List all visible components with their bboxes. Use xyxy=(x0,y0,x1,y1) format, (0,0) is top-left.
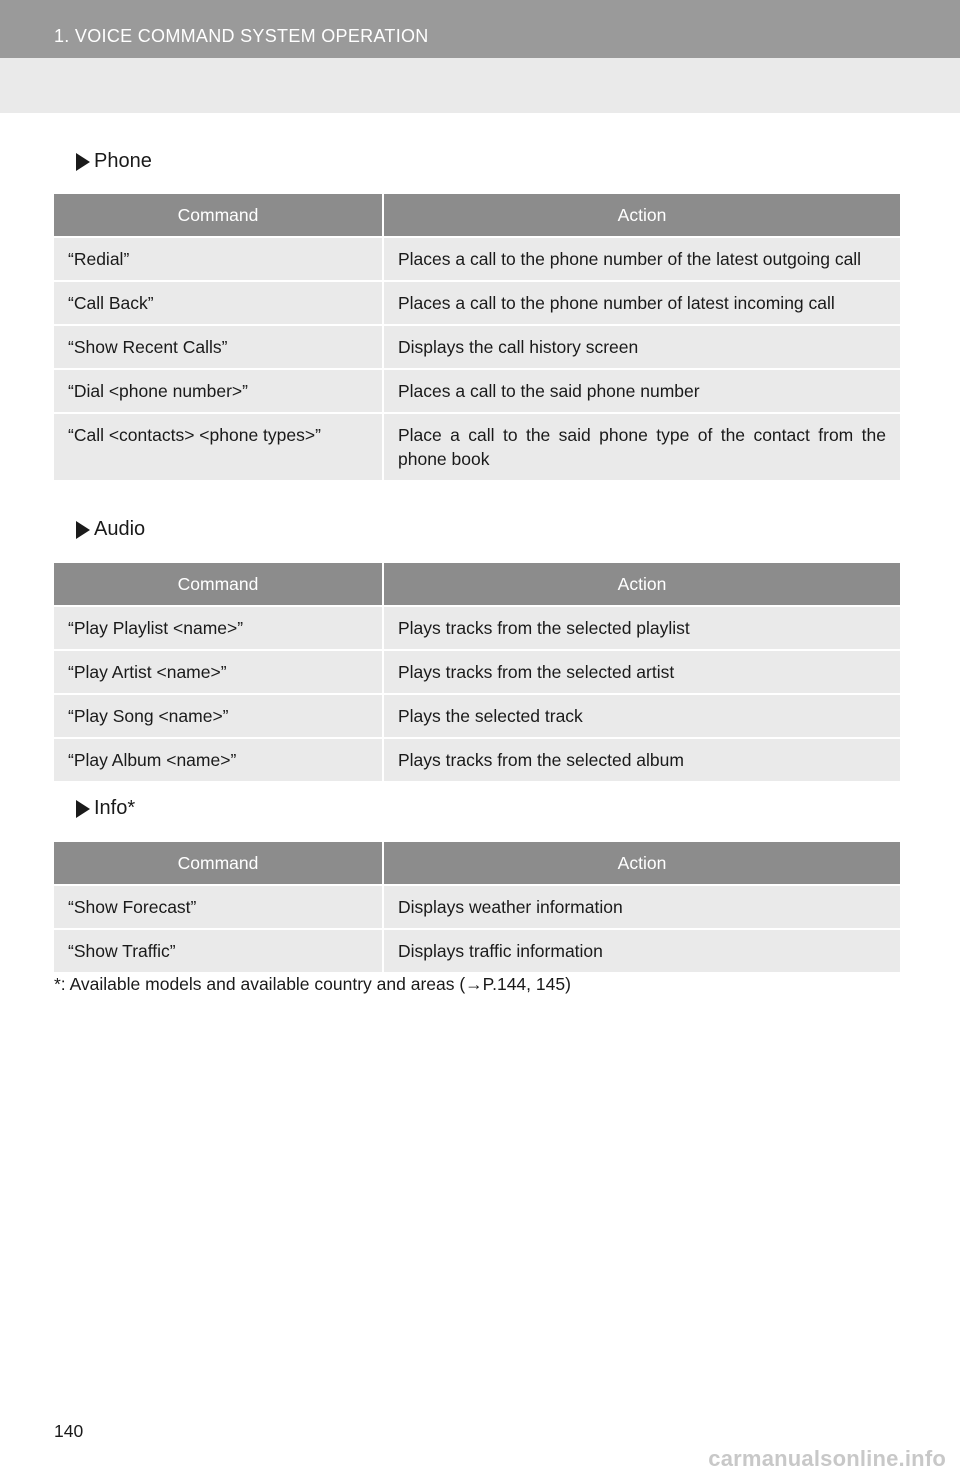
section-heading-label: Phone xyxy=(94,150,152,172)
table-row xyxy=(54,885,900,929)
column-header-action: Action xyxy=(383,563,900,606)
action-cell: Places a call to the phone number of the latest outgoing call xyxy=(383,237,900,281)
column-header-command: Command xyxy=(54,842,383,885)
triangle-bullet-icon xyxy=(76,153,90,171)
command-cell: “Redial” xyxy=(54,237,383,281)
section-heading-audio xyxy=(76,518,145,541)
action-cell: Plays tracks from the selected artist xyxy=(383,650,900,694)
section-heading-phone xyxy=(76,150,152,173)
table-row xyxy=(54,606,900,650)
command-cell: “Call <contacts> <phone types>” xyxy=(54,413,383,480)
section-heading-label: Info* xyxy=(94,797,136,819)
table-row xyxy=(54,413,900,480)
table-row xyxy=(54,694,900,738)
action-cell: Place a call to the said phone type of the contact from the phone book xyxy=(383,413,900,480)
section-heading-info xyxy=(76,797,135,820)
section-heading-label: Audio xyxy=(94,518,146,540)
triangle-bullet-icon xyxy=(76,521,90,539)
action-cell: Plays the selected track xyxy=(383,694,900,738)
column-header-command: Command xyxy=(54,563,383,606)
chapter-title: 1. VOICE COMMAND SYSTEM OPERATION xyxy=(54,26,429,46)
watermark: carmanualsonline.info xyxy=(708,1446,946,1471)
action-cell: Displays traffic information xyxy=(383,929,900,972)
command-cell: “Call Back” xyxy=(54,281,383,325)
command-cell: “Dial <phone number>” xyxy=(54,369,383,413)
table-row xyxy=(54,369,900,413)
command-cell: “Play Artist <name>” xyxy=(54,650,383,694)
phone-command-table xyxy=(54,194,900,480)
info-command-table xyxy=(54,842,900,972)
action-cell: Plays tracks from the selected playlist xyxy=(383,606,900,650)
column-header-action: Action xyxy=(383,842,900,885)
table-row xyxy=(54,929,900,972)
column-header-command: Command xyxy=(54,194,383,237)
table-row xyxy=(54,738,900,781)
action-cell: Places a call to the said phone number xyxy=(383,369,900,413)
footnote: *: Available models and available country and areas (→P.144, 145) xyxy=(54,974,571,994)
table-row xyxy=(54,281,900,325)
command-cell: “Play Album <name>” xyxy=(54,738,383,781)
table-row xyxy=(54,650,900,694)
action-cell: Displays the call history screen xyxy=(383,325,900,369)
table-header-row xyxy=(54,842,900,885)
header-bar xyxy=(0,0,960,58)
command-cell: “Show Forecast” xyxy=(54,885,383,929)
table-row xyxy=(54,237,900,281)
table-header-row xyxy=(54,563,900,606)
page-number: 140 xyxy=(54,1421,84,1441)
table-row xyxy=(54,325,900,369)
action-cell: Displays weather information xyxy=(383,885,900,929)
audio-command-table xyxy=(54,563,900,781)
command-cell: “Show Recent Calls” xyxy=(54,325,383,369)
command-cell: “Show Traffic” xyxy=(54,929,383,972)
column-header-action: Action xyxy=(383,194,900,237)
command-cell: “Play Song <name>” xyxy=(54,694,383,738)
table-header-row xyxy=(54,194,900,237)
header-band xyxy=(0,58,960,113)
action-cell: Places a call to the phone number of latest incoming call xyxy=(383,281,900,325)
action-cell: Plays tracks from the selected album xyxy=(383,738,900,781)
command-cell: “Play Playlist <name>” xyxy=(54,606,383,650)
triangle-bullet-icon xyxy=(76,800,90,818)
